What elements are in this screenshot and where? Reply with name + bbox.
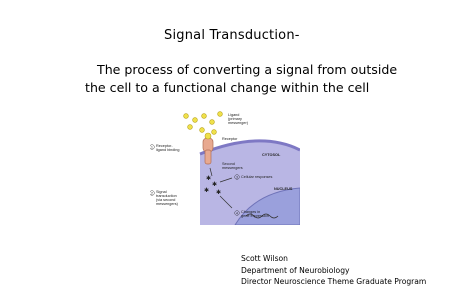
svg-text:✱: ✱ [212,181,218,188]
step2-label: Signal [156,190,167,194]
svg-text:✱: ✱ [204,187,210,194]
step2b-label: transduction [156,194,177,198]
figure-svg [150,110,300,225]
ligand-sub-label: (primary [228,117,242,121]
definition-text [85,61,425,97]
presenter-credits [241,253,426,288]
cytosol-label: CYTOSOL [262,153,281,157]
ligand-label: Ligand [228,113,240,117]
definition-line-2: the cell to a functional change within the cell [85,80,370,95]
second-messenger-sub-label: messengers [222,166,243,170]
step3-label: Cellular responses [241,175,273,179]
presenter-department: Department of Neurobiology [241,265,350,275]
ligand-sub2-label: messenger) [228,121,249,125]
presenter-role: Director Neuroscience Theme Graduate Program [241,277,427,287]
nucleus-label: NUCLEUS [274,187,293,191]
svg-text:✱: ✱ [216,189,222,196]
step2d-label: messengers) [156,202,178,206]
step-number-3: 3 [236,175,238,180]
step-number-2: 2 [151,191,153,196]
step-number-1: 1 [151,145,153,150]
step1b-label: ligand binding [156,148,180,152]
step-number-4: 4 [236,211,238,216]
step2c-label: (via second [156,198,176,202]
receptor-label: Receptor [222,137,238,141]
step1-label: Receptor- [156,144,173,148]
step4b-label: gene expression [241,214,269,218]
svg-text:✱: ✱ [206,175,212,182]
slide-title: Signal Transduction- [164,28,300,43]
second-messenger-label: Second [222,162,235,166]
step4-label: Changes in [241,210,261,214]
ligand-molecules [184,112,223,135]
signal-transduction-figure [150,110,300,225]
presenter-name: Scott Wilson [241,254,288,263]
definition-line-1: The process of converting a signal from outside [97,62,398,77]
